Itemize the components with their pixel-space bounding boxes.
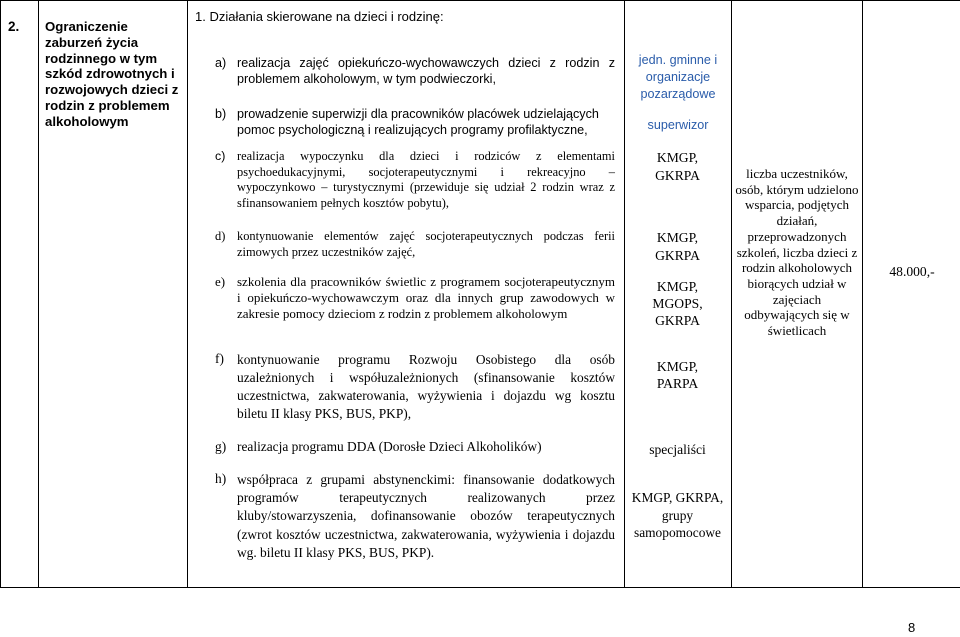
item-h-text: współpraca z grupami abstynenckimi: finansowanie dodatkowych programów terapeutycznych realizowanych przez kluby/stowarzyszenia, dofinansowanie obozów terapeutycznych (zwrot kosztów uczestnictwa, zakwaterowania, wyżywienia i dojazdu wg. biletu II klasy PKS, BUS, PKP). xyxy=(237,472,615,560)
indicator-text: liczba uczestników, osób, którym udzielono wsparcia, podjętych działań, przeprowadzonych szkoleń, liczba dzieci z rodzin alkoholowych biorących udział w zajęciach odbywających się w świetlicach xyxy=(735,166,859,339)
item-e-text: szkolenia dla pracowników świetlic z programem socjoterapeutycznym i opiekuńczo-wychowawczym oraz dla innych grup zawodowych w zakresie pomocy dzieciom z rodzin z problemem alkoholowym xyxy=(237,274,615,322)
item-f-text: kontynuowanie programu Rozwoju Osobistego dla osób uzależnionych i współuzależnionych (sfinansowanie kosztów uczestnictwa, zakwaterowania, wyżywienia i dojazdu wg kosztu biletu II klasy PKS, BUS, PKP), xyxy=(237,352,615,421)
executor-c: KMGP, GKRPA xyxy=(655,150,700,183)
table-bottom-border xyxy=(0,587,960,588)
amount-value: 48.000,- xyxy=(889,264,935,279)
item-f-tag: f) xyxy=(215,351,224,366)
row-number: 2. xyxy=(8,19,20,34)
table-top-border xyxy=(0,0,960,1)
item-c-tag: c) xyxy=(215,149,226,163)
item-a-tag: a) xyxy=(215,56,227,70)
col-divider-1 xyxy=(38,0,39,588)
page-number: 8 xyxy=(908,620,916,635)
table-left-border xyxy=(0,0,1,588)
executor-e: KMGP, MGOPS, GKRPA xyxy=(652,279,703,328)
item-e-tag: e) xyxy=(215,274,226,289)
item-d-text: kontynuowanie elementów zajęć socjoterapeutycznych podczas ferii zimowych przez uczestników zajęć, xyxy=(237,229,615,259)
activities-heading: 1. Działania skierowane na dzieci i rodzinę: xyxy=(195,9,444,24)
item-b-text: prowadzenie superwizji dla pracowników placówek udzielających pomoc psychologiczną i realizujących programy profilaktyczne, xyxy=(237,107,599,137)
col-divider-2 xyxy=(187,0,188,588)
executor-h: KMGP, GKRPA, grupy samopomocowe xyxy=(631,490,724,540)
item-c-text: realizacja wypoczynku dla dzieci i rodziców z elementami psychoedukacyjnymi, socjoterapeutycznymi i rekreacyjno – wypoczynkowo – turystycznymi (przewiduje się udział 2 rodzin wraz z sfinansowaniem pełnych kosztów pobytu), xyxy=(237,149,615,210)
item-g-tag: g) xyxy=(215,439,227,454)
executor-ab: jedn. gminne i organizacje pozarządowe xyxy=(638,53,718,101)
item-d-tag: d) xyxy=(215,229,226,243)
item-b-tag: b) xyxy=(215,107,227,121)
col-divider-3 xyxy=(624,0,625,588)
item-h-tag: h) xyxy=(215,471,227,486)
item-a-text: realizacja zajęć opiekuńczo-wychowawczych dzieci z rodzin z problemem alkoholowym, w tym podwieczorki, xyxy=(237,56,615,86)
col-divider-5 xyxy=(862,0,863,588)
executor-ab-superwizor: superwizor xyxy=(647,118,709,132)
executor-g: specjaliści xyxy=(649,442,706,457)
col-divider-4 xyxy=(731,0,732,588)
executor-d: KMGP, GKRPA xyxy=(655,230,700,263)
executor-f: KMGP, PARPA xyxy=(656,359,699,391)
item-g-text: realizacja programu DDA (Dorosłe Dzieci Alkoholików) xyxy=(237,439,542,454)
objective-title: Ograniczenie zaburzeń życia rodzinnego w tym szkód zdrowotnych i rozwojowych dzieci z rodzin z problemem alkoholowym xyxy=(45,19,179,129)
